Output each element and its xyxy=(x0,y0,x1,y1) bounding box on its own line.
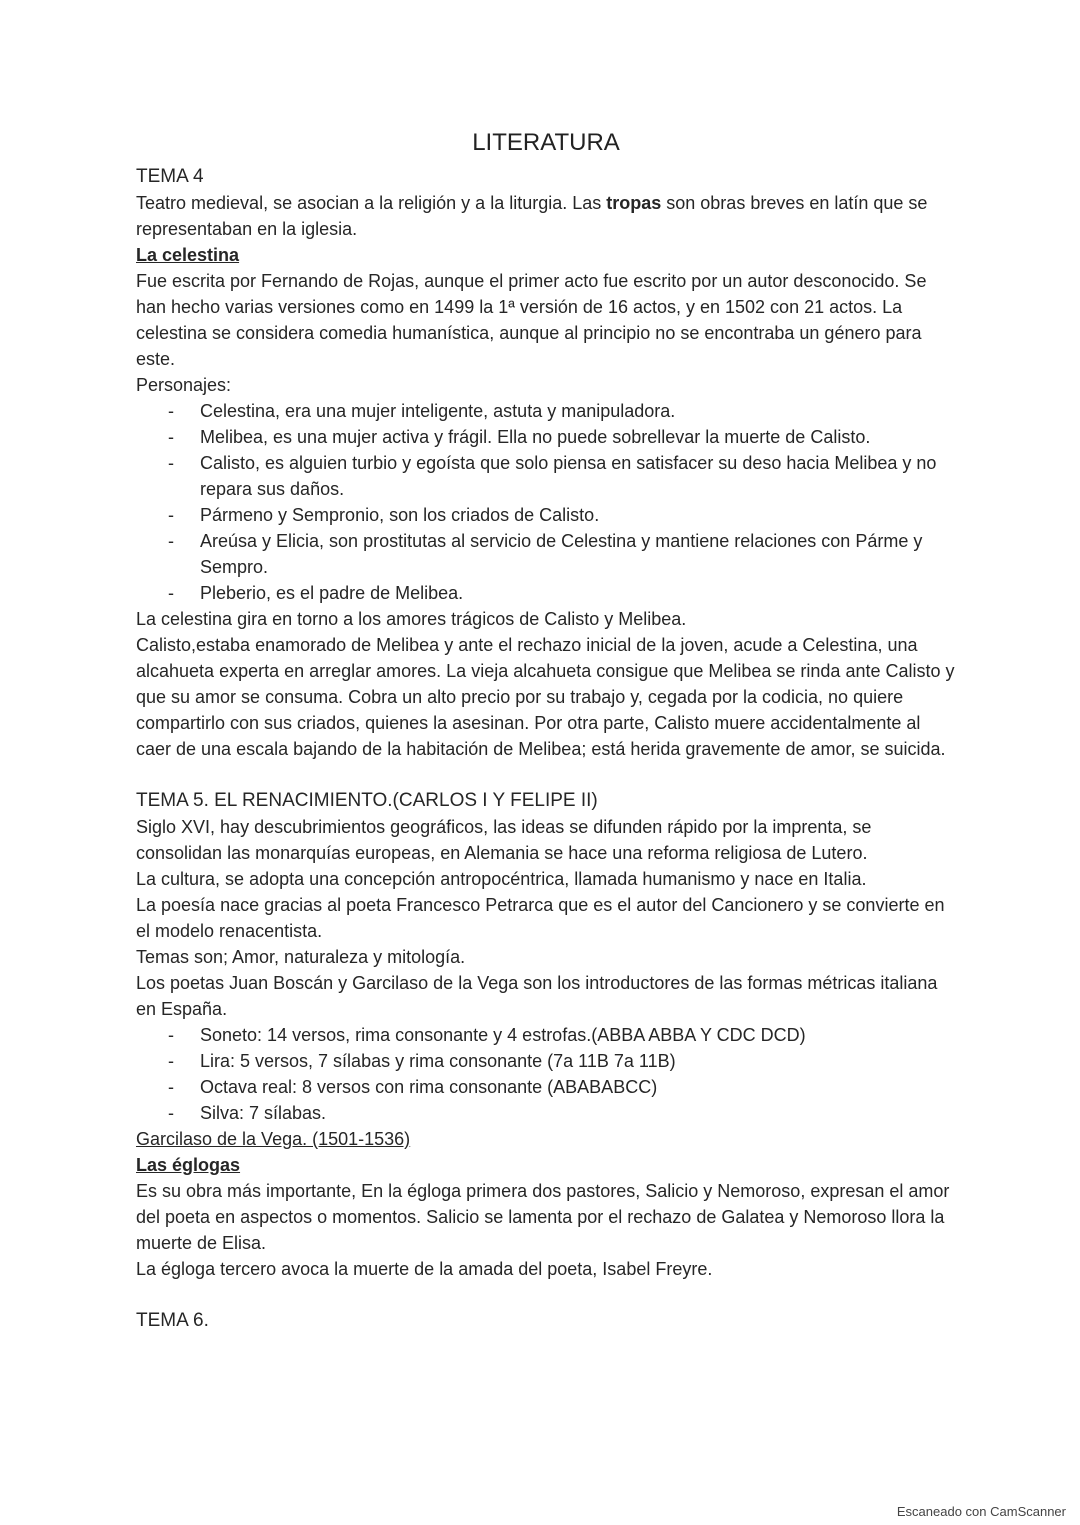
tema4-intro-before: Teatro medieval, se asocian a la religión y a la liturgia. Las xyxy=(136,193,607,213)
document-title: LITERATURA xyxy=(472,129,620,156)
tema5-paragraph-5: Los poetas Juan Boscán y Garcilaso de la Vega son los introductores de las formas métricas italiana en España. xyxy=(136,973,938,1019)
eglogas-paragraph-1: Es su obra más importante, En la égloga primera dos pastores, Salicio y Nemoroso, expresan el amor del poeta en aspectos o momentos. Salicio se lamenta por el rechazo de Galatea y Nemoroso llora la muerte de Elisa. xyxy=(136,1181,950,1253)
tema5-paragraph-3: La poesía nace gracias al poeta Francesco Petrarca que es el autor del Cancionero y se convierte en el modelo renacentista. xyxy=(136,895,945,941)
garcilaso-heading-row xyxy=(136,1126,956,1152)
celestina-paragraph-3: Calisto,estaba enamorado de Melibea y ante el rechazo inicial de la joven, acude a Celestina, una alcahueta experta en arreglar amores. La vieja alcahueta consigue que Melibea se rinda ante Calisto y que su amor se consuma. Cobra un alto precio por su trabajo y, cegada por la codicia, no quiere compartirlo con sus criados, quienes la asesinan. Por otra parte, Calisto muere accidentalmente al caer de una escala bajando de la habitación de Melibea; está herida gravemente de amor, se suicida. xyxy=(136,635,955,759)
celestina-paragraph-1: Fue escrita por Fernando de Rojas, aunque el primer acto fue escrito por un autor desconocido. Se han hecho varias versiones como en 1499 la 1ª versión de 16 actos, y en 1502 con 21 actos. La celestina se considera comedia humanística, aunque al principio no se encontraba un género para este. xyxy=(136,271,927,369)
personajes-list xyxy=(136,398,956,606)
section-gap xyxy=(136,762,956,788)
garcilaso-heading: Garcilaso de la Vega. (1501-1536) xyxy=(136,1129,411,1149)
list-item: - Silva: 7 sílabas. xyxy=(136,1100,956,1126)
tema4-intro-bold: tropas xyxy=(606,193,662,213)
list-item: - Celestina, era una mujer inteligente, astuta y manipuladora. xyxy=(136,398,956,424)
list-item: - Pármeno y Sempronio, son los criados de Calisto. xyxy=(136,502,956,528)
tema5-heading: TEMA 5. EL RENACIMIENTO.(CARLOS I Y FELIPE II) xyxy=(136,790,598,811)
list-item: - Pleberio, es el padre de Melibea. xyxy=(136,580,956,606)
tema4-heading: TEMA 4 xyxy=(136,166,204,187)
tema4-intro xyxy=(136,190,956,242)
eglogas-paragraph-2: La égloga tercero avoca la muerte de la amada del poeta, Isabel Freyre. xyxy=(136,1259,713,1279)
scanner-watermark: Escaneado con CamScanner xyxy=(896,1504,1066,1519)
list-item: - Lira: 5 versos, 7 sílabas y rima consonante (7a 11B 7a 11B) xyxy=(136,1048,956,1074)
list-item: - Melibea, es una mujer activa y frágil. Ella no puede sobrellevar la muerte de Calisto. xyxy=(136,424,956,450)
celestina-paragraph-2: La celestina gira en torno a los amores trágicos de Calisto y Melibea. xyxy=(136,609,687,629)
celestina-heading: La celestina xyxy=(136,245,240,265)
tema6-heading: TEMA 6. xyxy=(136,1310,209,1331)
list-item: - Calisto, es alguien turbio y egoísta que solo piensa en satisfacer su deso hacia Melibea y no repara sus daños. xyxy=(136,450,956,502)
list-item: - Octava real: 8 versos con rima consonante (ABABABCC) xyxy=(136,1074,956,1100)
tema4-intro-after: son obras breves en latín que se representaban en la iglesia. xyxy=(136,193,928,239)
document-page xyxy=(136,128,956,1334)
eglogas-heading: Las églogas xyxy=(136,1155,241,1175)
personajes-label: Personajes: xyxy=(136,375,232,395)
tema5-paragraph-4: Temas son; Amor, naturaleza y mitología. xyxy=(136,947,466,967)
formas-metricas-list xyxy=(136,1022,956,1126)
list-item: - Areúsa y Elicia, son prostitutas al servicio de Celestina y mantiene relaciones con Párme y Sempro. xyxy=(136,528,956,580)
tema5-paragraph-1: Siglo XVI, hay descubrimientos geográficos, las ideas se difunden rápido por la imprenta, se consolidan las monarquías europeas, en Alemania se hace una reforma religiosa de Lutero. xyxy=(136,817,872,863)
list-item: - Soneto: 14 versos, rima consonante y 4 estrofas.(ABBA ABBA Y CDC DCD) xyxy=(136,1022,956,1048)
section-gap xyxy=(136,1282,956,1308)
tema5-paragraph-2: La cultura, se adopta una concepción antropocéntrica, llamada humanismo y nace en Italia. xyxy=(136,869,867,889)
